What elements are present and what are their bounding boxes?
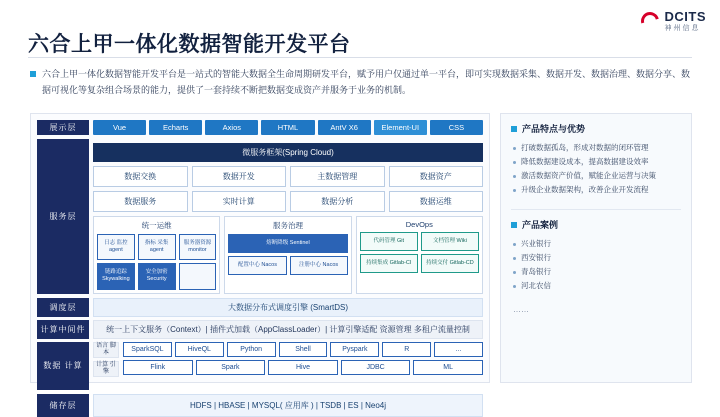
service-box: 数据服务 bbox=[93, 191, 188, 212]
cases-heading bbox=[511, 218, 681, 231]
dcits-swoosh-icon bbox=[640, 11, 660, 31]
service-layer-row bbox=[37, 139, 483, 294]
engine-tag: Flink bbox=[123, 360, 193, 375]
schedule-band: 大数据分布式调度引擎 (SmartDS) bbox=[93, 298, 483, 317]
tech-chip: Vue bbox=[93, 120, 146, 135]
panel-item: 代码管理 Git bbox=[360, 232, 418, 251]
service-support-panels bbox=[93, 216, 483, 294]
script-label-engine: 计算 引擎 bbox=[93, 361, 119, 377]
list-item: 升级企业数据架构，改善企业开发流程 bbox=[521, 183, 681, 197]
cases-title: 产品案例 bbox=[522, 220, 559, 230]
list-item: 青岛银行 bbox=[521, 265, 681, 279]
bullet-square-icon bbox=[30, 71, 36, 77]
tech-chip: Echarts bbox=[149, 120, 202, 135]
features-list bbox=[511, 141, 681, 197]
features-title: 产品特点与优势 bbox=[522, 124, 586, 134]
tech-chip: AntV X6 bbox=[318, 120, 371, 135]
page-title: 六合上甲一体化数据智能开发平台 bbox=[28, 33, 351, 56]
brand-logo bbox=[640, 10, 707, 32]
service-box-row-1 bbox=[93, 166, 483, 187]
tech-chip: Element-UI bbox=[374, 120, 427, 135]
language-tag: R bbox=[382, 342, 431, 357]
side-divider bbox=[511, 209, 681, 210]
panel-item: 持续集成 Gitlab-CI bbox=[360, 254, 418, 273]
tech-chip: CSS bbox=[430, 120, 483, 135]
storage-layer-row bbox=[37, 394, 483, 417]
service-box: 数据开发 bbox=[192, 166, 287, 187]
panel-item: 指标 采集 agent bbox=[138, 234, 176, 260]
panel-item: 注册中心 Nacos bbox=[290, 256, 348, 275]
language-tag: HiveQL bbox=[175, 342, 224, 357]
middleware-layer-row bbox=[37, 320, 483, 339]
panel-item: 熔断降级 Sentinel bbox=[228, 234, 347, 253]
service-box: 数据分析 bbox=[290, 191, 385, 212]
display-layer-row bbox=[37, 120, 483, 135]
tech-chip: Axios bbox=[205, 120, 258, 135]
layer-label-display: 展示层 bbox=[37, 120, 89, 135]
script-label-language: 语言 脚本 bbox=[93, 342, 119, 358]
panel-item: 日志 监控 agent bbox=[97, 234, 135, 260]
layer-label-schedule: 调度层 bbox=[37, 298, 89, 317]
language-tag: ... bbox=[434, 342, 483, 357]
schedule-layer-row bbox=[37, 298, 483, 317]
engine-tag-row bbox=[123, 360, 483, 375]
service-box: 数据资产 bbox=[389, 166, 484, 187]
panel-item: 安全加密 Security bbox=[138, 263, 176, 289]
layer-label-service: 服务层 bbox=[37, 139, 89, 294]
list-item: 河北农信 bbox=[521, 279, 681, 293]
layer-label-compute: 数据 计算 bbox=[37, 342, 89, 390]
panel-service-governance bbox=[224, 216, 351, 294]
tech-chip: HTML bbox=[261, 120, 314, 135]
engine-tag: Hive bbox=[268, 360, 338, 375]
panel-item bbox=[179, 263, 217, 289]
side-panel bbox=[500, 113, 692, 383]
architecture-diagram bbox=[30, 113, 490, 410]
language-tag: SparkSQL bbox=[123, 342, 172, 357]
middleware-band: 统一上下文服务（Context）| 插件式加载（AppClassLoader）| 计算引擎适配 资源管理 多租户流量控制 bbox=[93, 320, 483, 339]
features-heading bbox=[511, 122, 681, 135]
panel-title: 服务治理 bbox=[272, 221, 303, 230]
panel-item: 配置中心 Nacos bbox=[228, 256, 286, 275]
language-tag: Pyspark bbox=[330, 342, 379, 357]
intro-block bbox=[30, 66, 690, 98]
panel-item: 链路追踪 Skywalking bbox=[97, 263, 135, 289]
panel-item: 服务器资源 monitor bbox=[179, 234, 217, 260]
engine-tag: ML bbox=[413, 360, 483, 375]
list-item: 兴业银行 bbox=[521, 237, 681, 251]
list-item: 激活数据资产价值，赋能企业运营与决策 bbox=[521, 169, 681, 183]
panel-item: 文档管理 Wiki bbox=[421, 232, 479, 251]
compute-layer-row bbox=[37, 342, 483, 390]
panel-title: 统一运维 bbox=[141, 221, 172, 230]
layer-label-middleware: 计算中间件 bbox=[37, 320, 89, 339]
language-tag-row bbox=[123, 342, 483, 357]
language-tag: Python bbox=[227, 342, 276, 357]
engine-tag: JDBC bbox=[341, 360, 411, 375]
bullet-square-icon bbox=[511, 222, 517, 228]
engine-tag: Spark bbox=[196, 360, 266, 375]
service-box: 数据运维 bbox=[389, 191, 484, 212]
brand-name-en: DCITS bbox=[664, 9, 706, 24]
layer-label-storage: 储存层 bbox=[37, 394, 89, 417]
panel-devops bbox=[356, 216, 483, 294]
title-divider bbox=[28, 57, 692, 58]
panel-title: DevOps bbox=[405, 220, 433, 229]
service-box: 数据交换 bbox=[93, 166, 188, 187]
panel-ops bbox=[93, 216, 220, 294]
service-box: 实时计算 bbox=[192, 191, 287, 212]
intro-text: 六合上甲一体化数据智能开发平台是一站式的智能大数据全生命周期研发平台，赋予用户仅通过单一平台，即可实现数据采集、数据开发、数据治理、数据分享、数据可视化等复杂组合场景的能力，提供了一套持续不断把数据变成资产并服务于业务的机制。 bbox=[42, 69, 691, 95]
list-item: 降低数据建设成本，提高数据建设效率 bbox=[521, 155, 681, 169]
cases-more: …… bbox=[513, 305, 529, 314]
display-chip-row bbox=[93, 120, 483, 135]
service-box: 主数据管理 bbox=[290, 166, 385, 187]
bullet-square-icon bbox=[511, 126, 517, 132]
framework-band: 微服务框架(Spring Cloud) bbox=[93, 143, 483, 162]
language-tag: Shell bbox=[279, 342, 328, 357]
brand-name-cn: 神州信息 bbox=[664, 25, 701, 32]
cases-list bbox=[511, 237, 681, 293]
panel-item: 持续交付 Gitlab-CD bbox=[421, 254, 479, 273]
service-box-row-2 bbox=[93, 191, 483, 212]
storage-bar: HDFS | HBASE | MYSQL( 应用库 ) | TSDB | ES | Neo4j bbox=[93, 394, 483, 417]
list-item: 西安银行 bbox=[521, 251, 681, 265]
list-item: 打破数据孤岛，形成对数据的闭环管理 bbox=[521, 141, 681, 155]
